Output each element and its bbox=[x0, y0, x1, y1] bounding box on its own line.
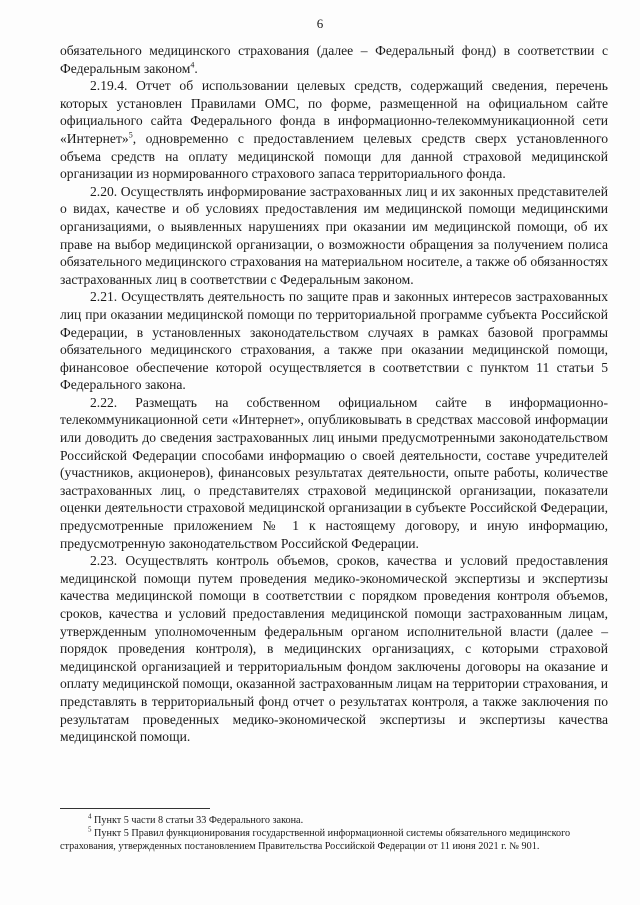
paragraph-2-23: 2.23. Осуществлять контроль объемов, сроков, качества и условий предоставления медицинской помощи путем проведения медико-экономической экспертизы и экспертизы качества медицинской помощи в соответствии с порядком проведения контроля объемов, сроков, качества и условий предоставления медицинской помощи застрахованным лицам, утвержденным уполномоченным федеральным органом исполнительной власти (далее – порядок проведения контроля), в медицинских организациях, с которыми страховой медицинской организацией и территориальным фондом заключены договоры на оказание и оплату медицинской помощи, оказанной застрахованным лицам на территории страхования, и представлять в территориальный фонд отчет о результатах контроля, а также заключения по результатам проведенных медико-экономической экспертизы и экспертизы качества медицинской помощи. bbox=[60, 553, 608, 745]
footnote-4 bbox=[60, 814, 608, 827]
footnote-text: Пункт 5 части 8 статьи 33 Федерального закона. bbox=[91, 815, 304, 826]
paragraph-2-22: 2.22. Размещать на собственном официальном сайте в информационно-телекоммуникационной сети «Интернет», опубликовывать в средствах массовой информации или доводить до сведения застрахованных лиц иными предусмотренными законодательством Российской Федерации способами информацию о своей деятельности, составе учредителей (участников, акционеров), финансовых результатах деятельности, опыте работы, количестве застрахованных лиц, о представителях страховой медицинской организации, показатели оценки деятельности страховой медицинской организации в субъекте Российской Федерации, предусмотренные приложением № 1 к настоящему договору, и иную информацию, предусмотренную законодательством Российской Федерации. bbox=[60, 394, 608, 551]
paragraph-text: обязательного медицинского страхования (далее – Федеральный фонд) в соответствии с Федеральным законом bbox=[60, 43, 608, 76]
footnotes bbox=[60, 814, 608, 853]
footnote-ref-4[interactable]: 4 bbox=[190, 60, 195, 70]
paragraph-2-19-4 bbox=[60, 77, 608, 183]
page-number: 6 bbox=[316, 16, 324, 31]
footnote-marker: 4 bbox=[88, 812, 92, 821]
paragraph-tail: , одновременно с предоставлением целевых средств сверх установленного объема средств на оплату медицинской помощи для данной страховой медицинской организации из нормированного страхового запаса территориального фонда. bbox=[60, 130, 608, 182]
paragraph-2-21: 2.21. Осуществлять деятельность по защите прав и законных интересов застрахованных лиц при оказании медицинской помощи по территориальной программе субъекта Российской Федерации, в установленных законодательством случаях в рамках базовой программы обязательного медицинского страхования, а также при оказании медицинской помощи, финансовое обеспечение которой осуществляется в соответствии с пунктом 11 статьи 5 Федерального закона. bbox=[60, 289, 608, 393]
footnote-text: Пункт 5 Правил функционирования государственной информационной системы обязательного медицинского страхования, утвержденных постановлением Правительства Российской Федерации от 11 июня 2021 г. № 901. bbox=[60, 828, 571, 852]
paragraph-tail: . bbox=[194, 60, 198, 76]
paragraph-continuation bbox=[60, 42, 608, 77]
footnote-ref-5[interactable]: 5 bbox=[128, 130, 133, 140]
paragraph-text: 2.19.4. Отчет об использовании целевых средств, содержащий сведения, перечень которых установлен Правилами ОМС, по форме, размещенной на официальном сайте официального сайта Федерального фонда в информационно-телекоммуникационной сети «Интернет» bbox=[60, 78, 608, 146]
paragraph-2-20: 2.20. Осуществлять информирование застрахованных лиц и их законных представителей о видах, качестве и об условиях предоставления им медицинской помощи медицинскими организациями, о выявленных нарушениях при оказании им медицинской помощи, об их праве на выбор медицинской организации, о возможности обращения за получением полиса обязательного медицинского страхования на материальном носителе, а также об обязанностях застрахованных лиц в соответствии с Федеральным законом. bbox=[60, 183, 608, 287]
footnote-marker: 5 bbox=[88, 825, 92, 834]
document-body bbox=[60, 42, 608, 746]
footnote-divider bbox=[60, 808, 210, 809]
footnote-5 bbox=[60, 827, 608, 853]
